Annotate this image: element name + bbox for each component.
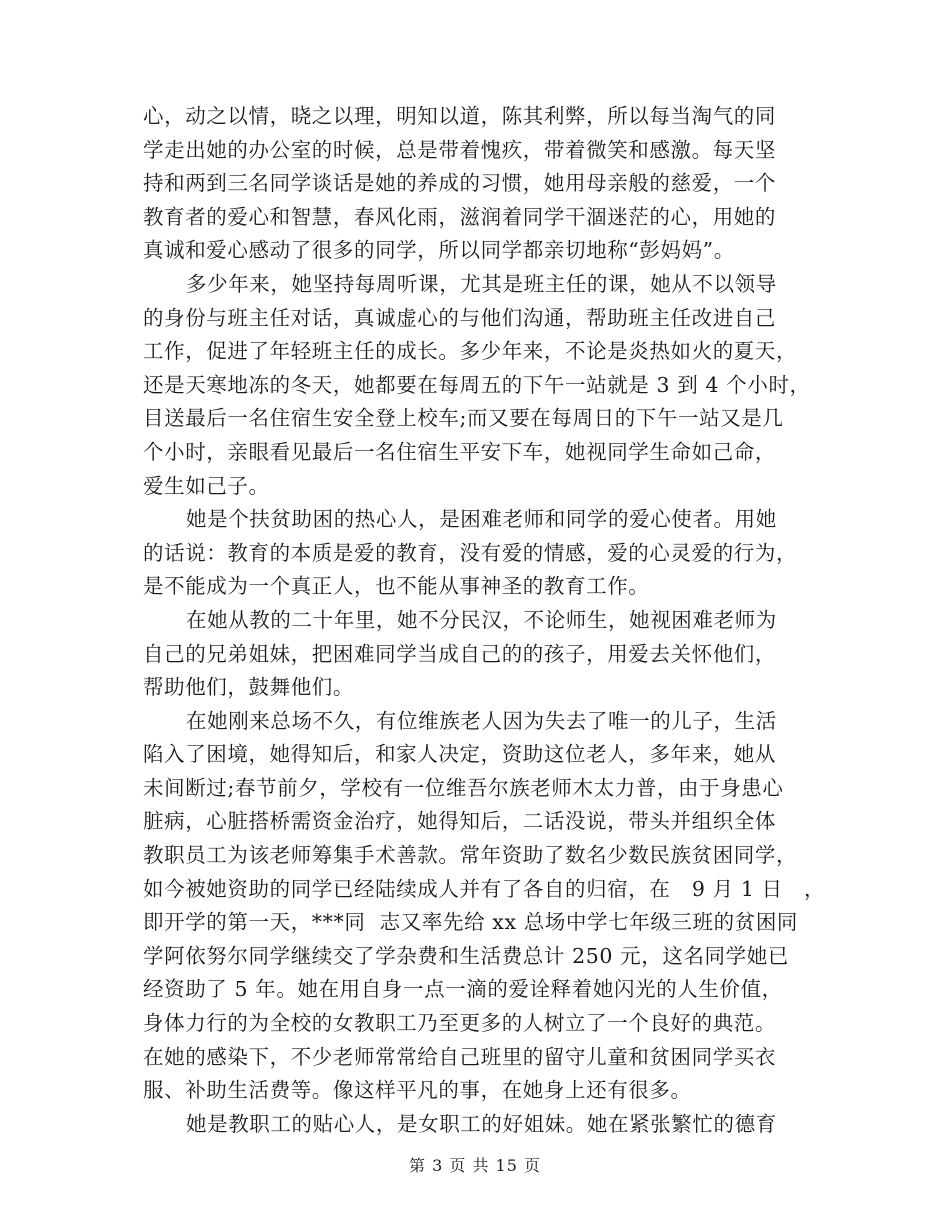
text-line: 是不能成为一个真正人，也不能从事神圣的教育工作。 <box>143 574 650 599</box>
text-line: 持和两到三名同学谈话是她的养成的习惯，她用母亲般的慈爱，一个 <box>143 171 776 196</box>
text-line: 脏病，心脏搭桥需资金治疗，她得知后，二话没说，带头并组织全体 <box>143 809 776 834</box>
text-line: 她是教职工的贴心人，是女职工的好姐妹。她在紧张繁忙的德育 <box>186 1111 777 1136</box>
text-line: 目送最后一名住宿生安全登上校车;而又要在每周日的下午一站又是几 <box>143 406 784 431</box>
text-line: 在她从教的二十年里，她不分民汉，不论师生，她视困难老师为 <box>186 607 777 632</box>
text-line: 爱生如己子。 <box>143 473 270 498</box>
text-line: 真诚和爱心感动了很多的同学，所以同学都亲切地称“彭妈妈”。 <box>143 238 735 263</box>
text-line: 如今被她资助的同学已经陆续成人并有了各自的归宿，在 9 月 1 日 ， <box>143 876 826 901</box>
text-line: 学走出她的办公室的时候，总是带着愧疚，带着微笑和感激。每天坚 <box>143 137 776 162</box>
text-line: 身体力行的为全校的女教职工乃至更多的人树立了一个良好的典范。 <box>143 1011 776 1036</box>
text-line: 在她的感染下，不少老师常常给自己班里的留守儿童和贫困同学买衣 <box>143 1044 776 1069</box>
text-line: 在她刚来总场不久，有位维族老人因为失去了唯一的儿子，生活 <box>186 708 777 733</box>
text-line: 的话说：教育的本质是爱的教育，没有爱的情感，爱的心灵爱的行为， <box>143 540 798 565</box>
text-line: 个小时，亲眼看见最后一名住宿生平安下车，她视同学生命如己命， <box>143 439 776 464</box>
text-line: 还是天寒地冻的冬天，她都要在每周五的下午一站就是 3 到 4 个小时， <box>143 372 811 397</box>
text-line: 教职员工为该老师筹集手术善款。常年资助了数名少数民族贫困同学， <box>143 843 798 868</box>
text-line: 服、补助生活费等。像这样平凡的事，在她身上还有很多。 <box>143 1078 692 1103</box>
page-footer: 第 3 页 共 15 页 <box>409 1156 541 1175</box>
text-line: 教育者的爱心和智慧，春风化雨，滋润着同学干涸迷茫的心，用她的 <box>143 204 776 229</box>
text-line: 多少年来，她坚持每周听课，尤其是班主任的课，她从不以领导 <box>186 271 777 296</box>
text-line: 的身份与班主任对话，真诚虚心的与他们沟通，帮助班主任改进自己 <box>143 305 776 330</box>
text-line: 心，动之以情，晓之以理，明知以道，陈其利弊，所以每当淘气的同 <box>143 104 776 128</box>
text-line: 陷入了困境，她得知后，和家人决定，资助这位老人，多年来，她从 <box>143 742 776 767</box>
document-body <box>143 100 826 1141</box>
text-line: 工作，促进了年轻班主任的成长。多少年来，不论是炎热如火的夏天， <box>143 339 798 364</box>
text-line: 学阿依努尔同学继续交了学杂费和生活费总计 250 元，这名同学她已 <box>143 943 789 968</box>
text-line: 帮助他们，鼓舞他们。 <box>143 675 354 700</box>
text-line: 自己的兄弟姐妹，把困难同学当成自己的的孩子，用爱去关怀他们， <box>143 641 776 666</box>
text-line: 她是个扶贫助困的热心人，是困难老师和同学的爱心使者。用她 <box>186 507 777 532</box>
text-line: 即开学的第一天，***同 志又率先给 xx 总场中学七年级三班的贫困同 <box>143 910 799 935</box>
text-line: 未间断过;春节前夕，学校有一位维吾尔族老师木太力普，由于身患心 <box>143 775 784 800</box>
text-line: 经资助了 5 年。她在用自身一点一滴的爱诠释着她闪光的人生价值， <box>143 977 783 1002</box>
